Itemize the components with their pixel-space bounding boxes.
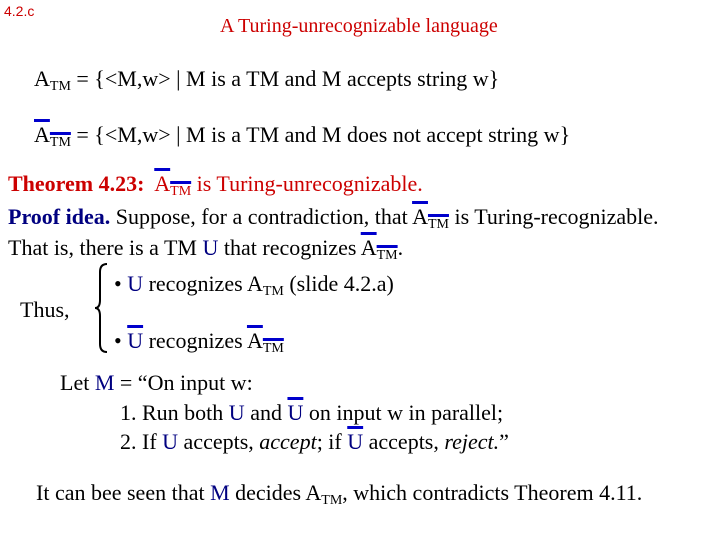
step-one: 1. Run both U and $\overline{U}$ on input w in parallel;: [120, 400, 504, 425]
atm-complement-symbol: ATM: [360, 235, 398, 263]
theorem-statement: Theorem 4.23: ATM is Turing-unrecognizable.: [8, 171, 423, 199]
atm-complement-symbol: ATM: [246, 328, 284, 356]
atm-complement-symbol: ATM: [412, 204, 449, 232]
atm-complement-definition: ATM = {<M,w> | M is a TM and M does not accept string w}: [34, 122, 571, 150]
atm-symbol: ATM: [34, 66, 71, 94]
thus-label: Thus,: [20, 297, 70, 322]
conclusion: It can bee seen that M decides ATM, which contradicts Theorem 4.11.: [36, 480, 643, 508]
tm-u: U: [162, 429, 179, 454]
bullet-one: • U recognizes ATM (slide 4.2.a): [114, 271, 394, 299]
atm-symbol: ATM: [246, 271, 284, 299]
tm-m: M: [94, 370, 115, 395]
theorem-label: Theorem 4.23:: [8, 171, 145, 196]
atm-definition: ATM = {<M,w> | M is a TM and M accepts string w}: [34, 66, 500, 94]
slide-title: A Turing-unrecognizable language: [220, 15, 498, 37]
atm-complement-symbol: ATM: [34, 122, 71, 150]
tm-m: M: [210, 480, 230, 505]
tm-u: U: [202, 235, 219, 260]
tm-u-bar: $\overline{U}$: [287, 400, 304, 425]
atm-complement-symbol: ATM: [154, 171, 192, 199]
tm-u-bar: $\overline{U}$: [347, 429, 364, 454]
reject-word: reject.: [444, 429, 500, 454]
tm-u-bar: $\overline{U}$: [127, 328, 144, 353]
that-is-line: That is, there is a TM U that recognizes ATM.: [8, 235, 404, 263]
tm-u: U: [127, 271, 144, 296]
proof-label: Proof idea.: [8, 204, 111, 229]
tm-u: U: [228, 400, 245, 425]
bullet-two: • $\overline{U}$ recognizes ATM: [114, 328, 284, 356]
slide-number: 4.2.c: [4, 3, 35, 19]
accept-word: accept: [259, 429, 317, 454]
left-brace: [94, 262, 108, 354]
step-two: 2. If U accepts, accept; if $\overline{U}$ accepts, reject.”: [120, 429, 509, 454]
proof-idea: Proof idea. Suppose, for a contradiction, that ATM is Turing-recognizable.: [8, 204, 659, 232]
let-m-line: Let M = “On input w:: [60, 370, 253, 395]
